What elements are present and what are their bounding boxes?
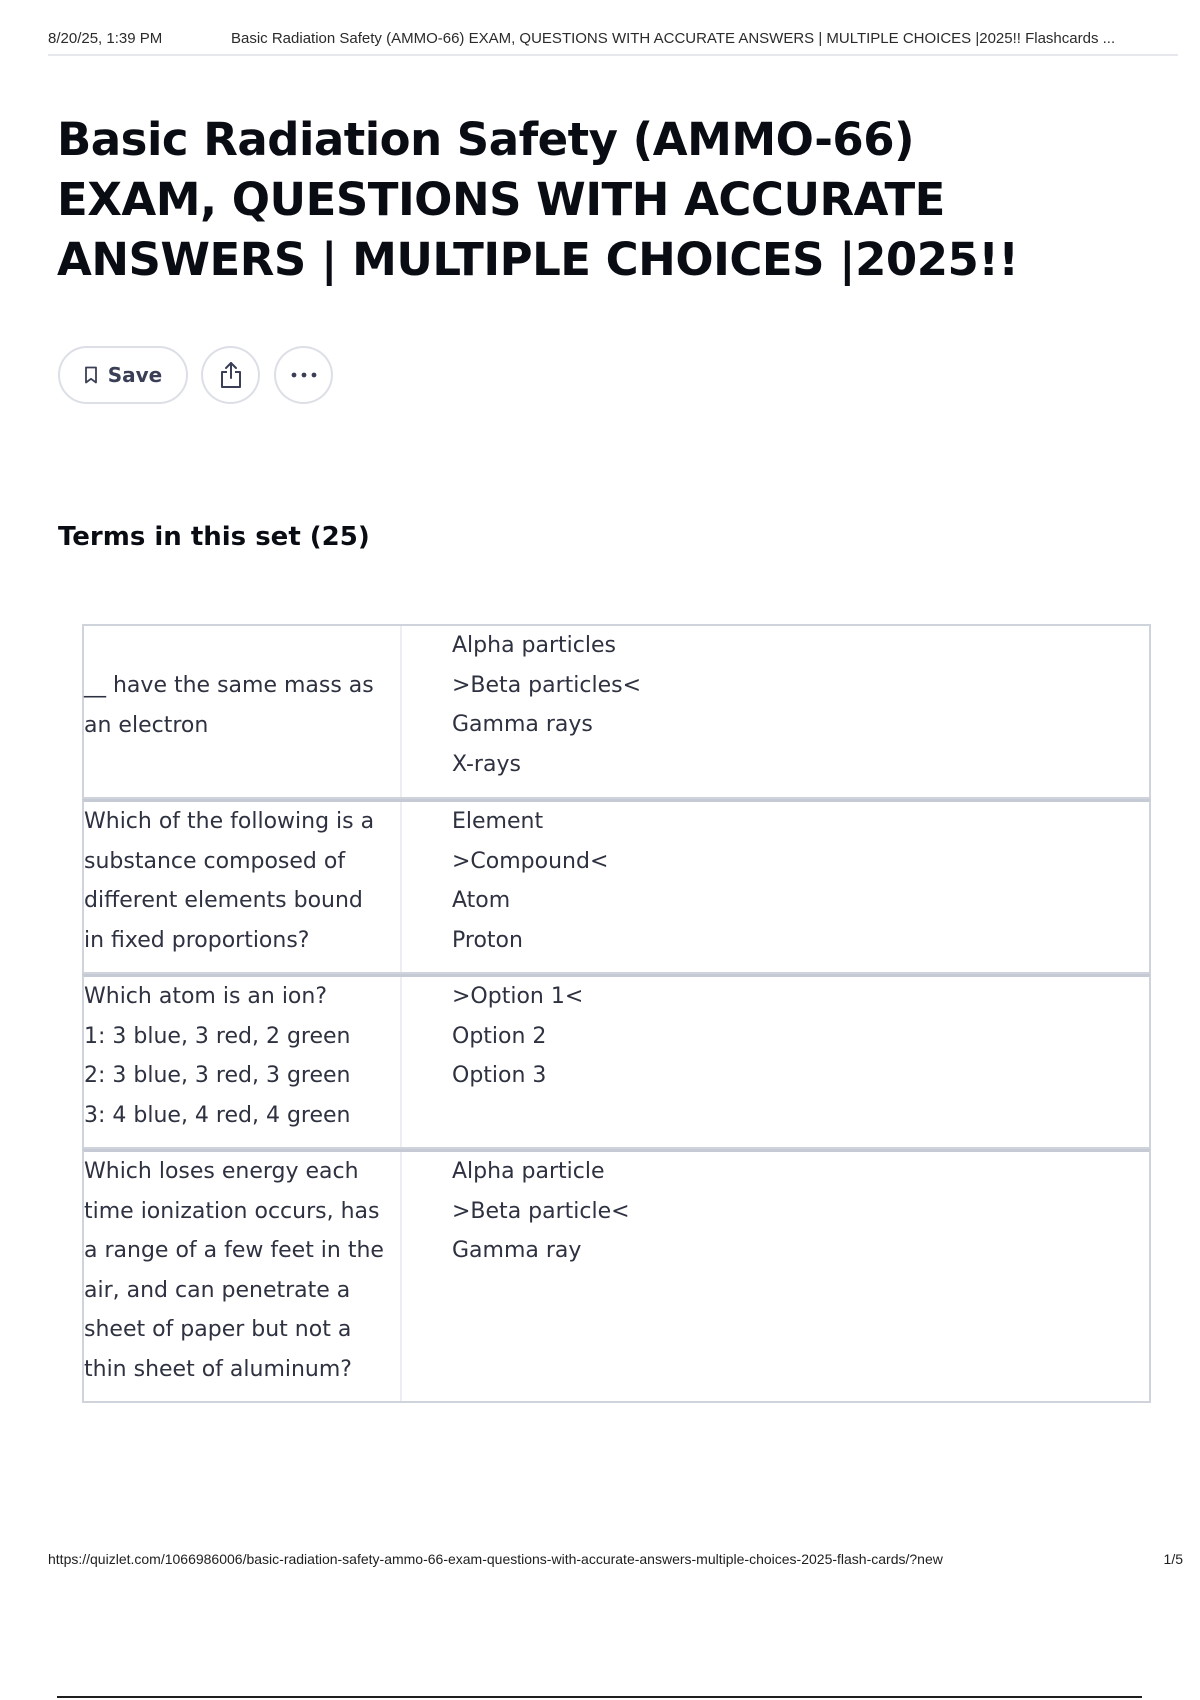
term-card [82, 1149, 1151, 1403]
term-text: Which of the following is a substance composed of different elements bound in fixed proportions? [84, 802, 402, 972]
term-card [82, 799, 1151, 974]
term-text: Which atom is an ion? 1: 3 blue, 3 red, 2 green 2: 3 blue, 3 red, 3 green 3: 4 blue, 4 red, 4 green [84, 977, 402, 1147]
bookmark-icon [84, 366, 98, 384]
definition-text: >Option 1< Option 2 Option 3 [452, 984, 584, 1088]
share-icon [218, 361, 244, 389]
divider [57, 1696, 1142, 1698]
save-button[interactable] [58, 346, 188, 404]
share-button[interactable] [201, 346, 260, 404]
page-number: 1/5 [1163, 1551, 1183, 1567]
print-date: 8/20/25, 1:39 PM [48, 30, 163, 47]
terms-heading: Terms in this set (25) [58, 522, 370, 552]
definition-text: Alpha particle >Beta particle< Gamma ray [452, 1159, 630, 1263]
page-url: https://quizlet.com/1066986006/basic-radiation-safety-ammo-66-exam-questions-with-accurate-answers-multiple-choices-2025-flash-cards/?new [48, 1551, 943, 1567]
print-header [48, 28, 1178, 56]
more-options-button[interactable] [274, 346, 333, 404]
term-text: __ have the same mass as an electron [84, 626, 402, 797]
more-horizontal-icon [290, 372, 318, 378]
save-label: Save [107, 363, 163, 387]
term-text: Which loses energy each time ionization occurs, has a range of a few feet in the air, and can penetrate a sheet of paper but not a thin sheet of aluminum? [84, 1152, 402, 1401]
term-card [82, 974, 1151, 1149]
definition-text: Element >Compound< Atom Proton [452, 809, 609, 953]
terms-list [82, 624, 1151, 1403]
print-page-title: Basic Radiation Safety (AMMO-66) EXAM, QUESTIONS WITH ACCURATE ANSWERS | MULTIPLE CHOICES |2025!! Flashcards ... [231, 30, 1116, 47]
term-card [82, 624, 1151, 799]
definition-text: Alpha particles >Beta particles< Gamma rays X-rays [452, 633, 642, 777]
set-title: Basic Radiation Safety (AMMO-66) EXAM, QUESTIONS WITH ACCURATE ANSWERS | MULTIPLE CHOICES |2025!! [57, 113, 1019, 286]
